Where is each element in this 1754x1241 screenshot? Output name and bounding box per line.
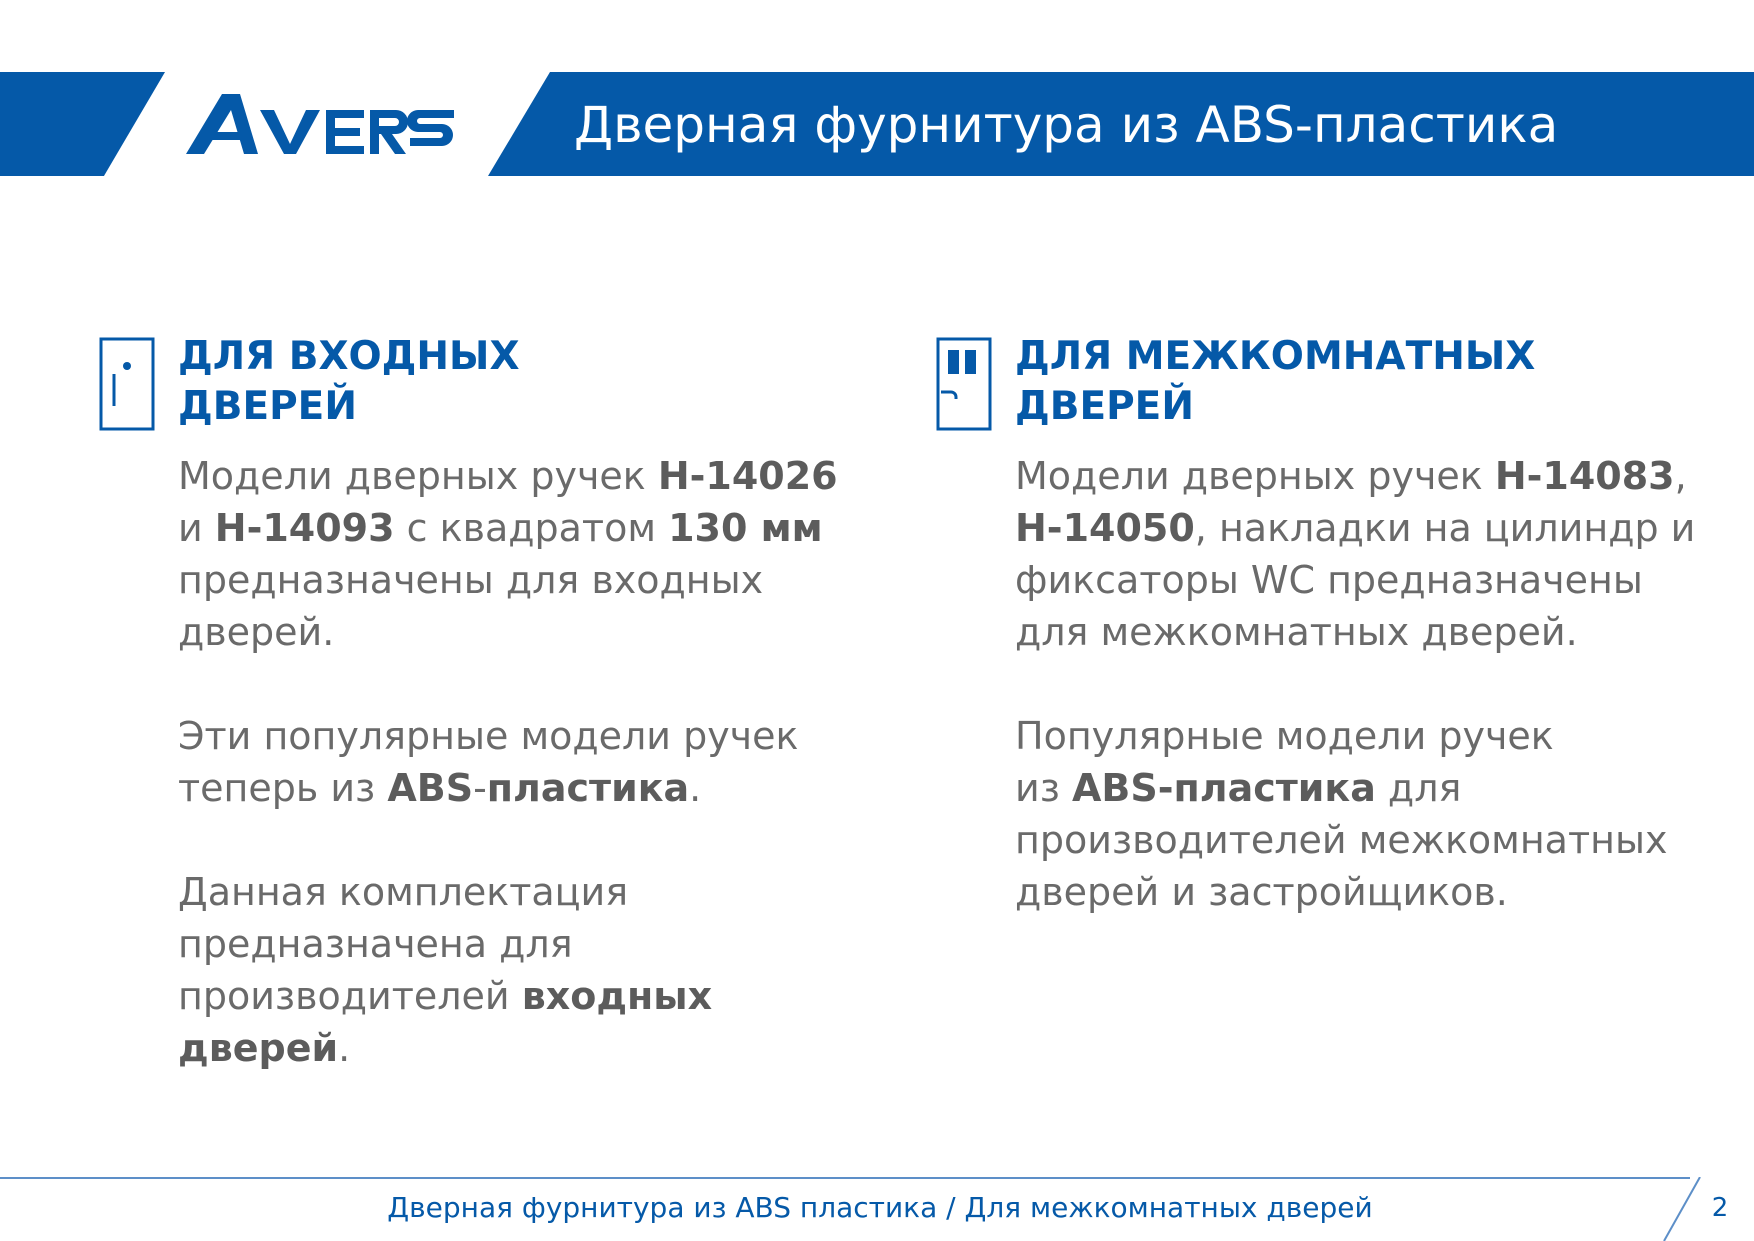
emphasis-text: ABS-пластика bbox=[1071, 766, 1376, 810]
emphasis-text: 130 мм bbox=[668, 506, 823, 550]
heading-line: ДВЕРЕЙ bbox=[1015, 384, 1194, 429]
body-line: дверей. bbox=[178, 1026, 351, 1070]
body-line: предназначены для входных bbox=[178, 558, 764, 602]
page-number: 2 bbox=[1711, 1193, 1729, 1223]
heading-line: ДЛЯ ВХОДНЫХ bbox=[178, 334, 520, 379]
heading-line: ДЛЯ МЕЖКОМНАТНЫХ bbox=[1015, 334, 1536, 379]
body-line: производителей входных bbox=[178, 974, 713, 1018]
body-paragraph bbox=[178, 450, 878, 658]
emphasis-text: ABS bbox=[387, 766, 474, 810]
emphasis-text: H-14093 bbox=[214, 506, 395, 550]
emphasis-text: H-14083 bbox=[1494, 454, 1675, 498]
body-line: Популярные модели ручек bbox=[1015, 714, 1554, 758]
avers-logo bbox=[186, 92, 456, 158]
page-title: Дверная фурнитура из ABS-пластика bbox=[574, 96, 1559, 154]
body-line: Модели дверных ручек H-14026 bbox=[178, 454, 838, 498]
body-paragraph bbox=[178, 710, 878, 814]
body-line: Модели дверных ручек H-14083, bbox=[1015, 454, 1687, 498]
emphasis-text: H-14050 bbox=[1015, 506, 1195, 550]
footer-breadcrumb: Дверная фурнитура из ABS пластика / Для межкомнатных дверей bbox=[387, 1191, 1373, 1224]
body-line: дверей и застройщиков. bbox=[1015, 870, 1508, 914]
body-line: и H-14093 с квадратом 130 мм bbox=[178, 506, 823, 550]
body-paragraph bbox=[178, 866, 878, 1074]
section-heading bbox=[1015, 332, 1695, 432]
body-line: дверей. bbox=[178, 610, 335, 654]
section-heading bbox=[178, 332, 858, 432]
section-body bbox=[178, 450, 878, 1126]
emphasis-text: H-14026 bbox=[657, 454, 838, 498]
body-line: фиксаторы WC предназначены bbox=[1015, 558, 1643, 602]
body-paragraph bbox=[1015, 710, 1715, 918]
body-line: Данная комплектация bbox=[178, 870, 629, 914]
section-body bbox=[1015, 450, 1715, 970]
heading-line: ДВЕРЕЙ bbox=[178, 384, 357, 429]
body-line: предназначена для bbox=[178, 922, 573, 966]
header-bar-left bbox=[0, 72, 165, 176]
interior-door-icon bbox=[935, 336, 993, 432]
body-line: производителей межкомнатных bbox=[1015, 818, 1668, 862]
emphasis-text: входных bbox=[521, 974, 713, 1018]
body-line: теперь из ABS-пластика. bbox=[178, 766, 702, 810]
body-line: H-14050, накладки на цилиндр и bbox=[1015, 506, 1696, 550]
body-line: для межкомнатных дверей. bbox=[1015, 610, 1578, 654]
emphasis-text: пластика bbox=[486, 766, 690, 810]
body-line: Эти популярные модели ручек bbox=[178, 714, 799, 758]
body-line: из ABS-пластика для bbox=[1015, 766, 1462, 810]
body-paragraph bbox=[1015, 450, 1715, 658]
entrance-door-icon bbox=[98, 336, 156, 432]
footer-divider bbox=[0, 1177, 1690, 1179]
emphasis-text: дверей bbox=[178, 1026, 339, 1070]
